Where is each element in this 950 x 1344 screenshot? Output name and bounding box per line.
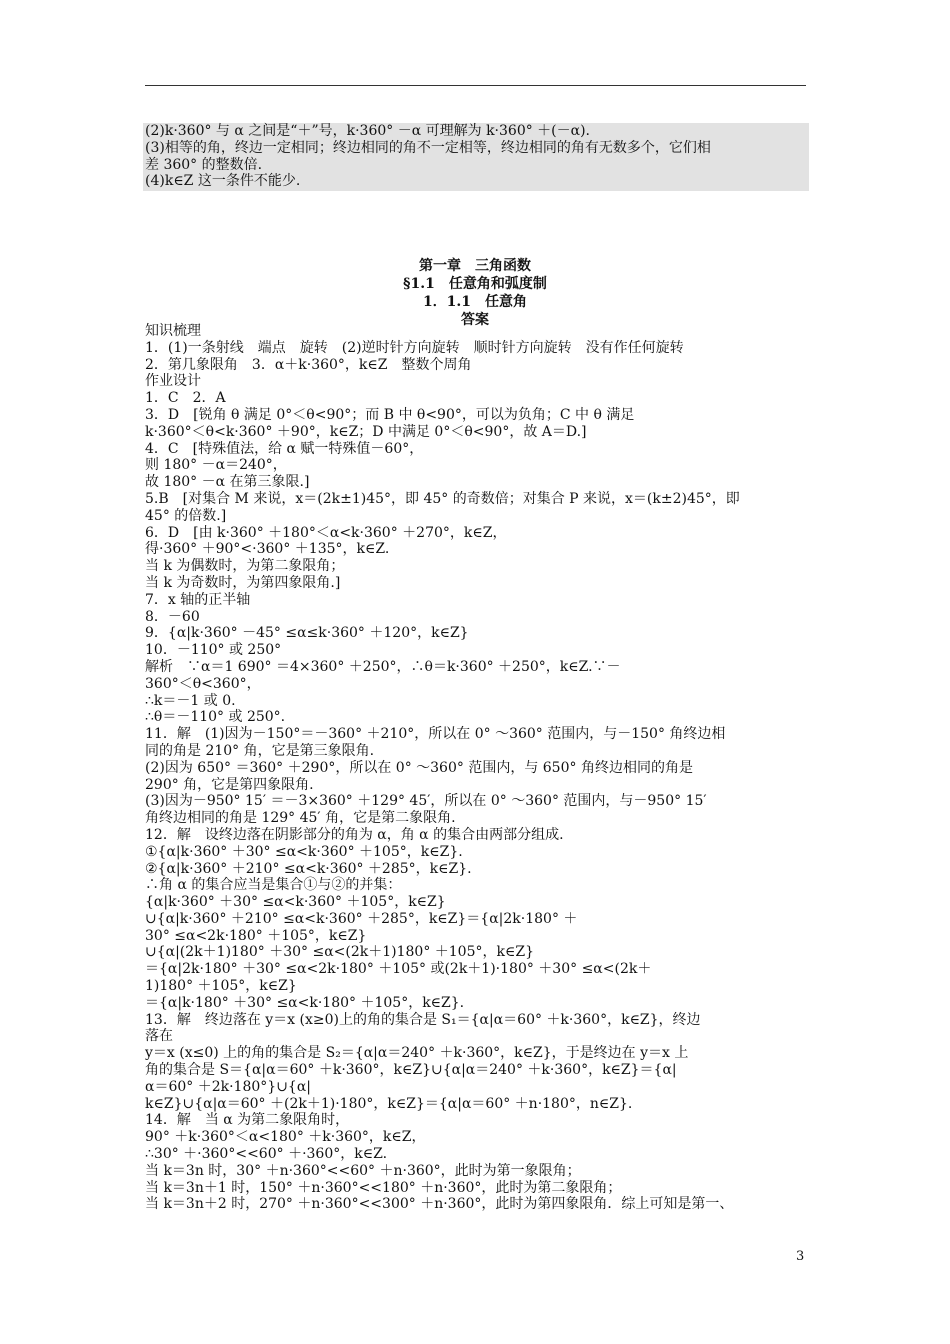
answer-line: 290° 角，它是第四象限角.: [145, 776, 314, 793]
answer-line: 10．－110° 或 250°: [145, 642, 282, 659]
answer-line: 13．解 终边落在 y＝x (x≥0)上的角的集合是 S₁＝{α|α＝60° ＋k·360°，k∈Z}，终边: [145, 1011, 701, 1028]
answer-line: α＝60° ＋2k·180°}∪{α|: [145, 1078, 311, 1095]
answer-line: 8．－60: [145, 608, 200, 625]
answer-line: 角终边相同的角是 129° 45′ 角，它是第二象限角.: [145, 810, 456, 827]
answer-line: 4．C [特殊值法，给 α 赋一特殊值－60°，: [145, 440, 424, 457]
answer-line: 5.B [对集合 M 来说，x＝(2k±1)45°，即 45° 的奇数倍；对集合 P 来说，x＝(k±2)45°，即: [145, 490, 740, 507]
answer-line: ②{α|k·360° ＋210° ≤α<k·360° ＋285°，k∈Z}.: [145, 860, 472, 877]
answer-line: 当 k＝3n＋1 时，150° ＋n·360°<<180° ＋n·360°，此时为第二象限角；: [145, 1179, 622, 1196]
answer-line: 落在: [145, 1028, 173, 1045]
answer-line: 2．第几象限角 3．α＋k·360°，k∈Z 整数个周角: [145, 356, 472, 373]
answer-line: 知识梳理: [145, 323, 201, 339]
answer-line: 故 180° －α 在第三象限.]: [145, 474, 310, 491]
answer-line: 45° 的倍数.]: [145, 507, 227, 524]
subsection-title: 1．1.1 任意角: [422, 294, 528, 310]
answer-line: 90° ＋k·360°＜α<180° ＋k·360°，k∈Z，: [145, 1129, 426, 1146]
answer-line: ＝{α|k·180° ＋30° ≤α<k·180° ＋105°，k∈Z}.: [145, 994, 465, 1011]
answer-line: 9．{α|k·360° －45° ≤α≤k·360° ＋120°，k∈Z}: [145, 625, 469, 642]
answer-line: 当 k 为偶数时，为第二象限角；: [145, 558, 345, 575]
answer-line: ∴k＝－1 或 0.: [145, 692, 236, 709]
answer-body: [145, 323, 807, 1213]
section-headings: [143, 257, 807, 329]
answer-line: 12．解 设终边落在阴影部分的角为 α，角 α 的集合由两部分组成.: [145, 826, 564, 843]
answer-line: 14．解 当 α 为第二象限角时，: [145, 1112, 350, 1129]
answer-line: 则 180° －α＝240°，: [145, 457, 287, 474]
answer-line: k·360°＜θ<k·360° ＋90°，k∈Z；D 中满足 0°＜θ<90°，故 A＝D.]: [145, 423, 587, 440]
section-title: §1.1 任意角和弧度制: [403, 276, 547, 292]
answer-line: (2)因为 650° ＝360° ＋290°，所以在 0° ～360° 范围内，与 650° 角终边相同的角是: [145, 759, 693, 776]
answer-line: 解析 ∵α＝1 690° ＝4×360° ＋250°，∴θ＝k·360° ＋250°，k∈Z.∵－: [145, 658, 621, 675]
answer-line: 360°＜θ<360°，: [145, 675, 261, 692]
answer-line: 作业设计: [145, 373, 201, 390]
answer-line: 6．D [由 k·360° ＋180°＜α<k·360° ＋270°，k∈Z，: [145, 524, 507, 541]
notes-box: [143, 123, 809, 191]
answer-line: 同的角是 210° 角，它是第三象限角.: [145, 742, 375, 759]
answer-line: 当 k＝3n＋2 时，270° ＋n·360°<<300° ＋n·360°，此时为第四象限角．综上可知是第一、: [145, 1196, 734, 1213]
answer-line: 当 k 为奇数时，为第四象限角.]: [145, 574, 341, 591]
answer-line: 当 k＝3n 时，30° ＋n·360°<<60° ＋n·360°，此时为第一象限角；: [145, 1162, 581, 1179]
note-line: 差 360° 的整数倍.: [145, 156, 263, 173]
chapter-title: 第一章 三角函数: [419, 258, 531, 274]
answer-line: ∴角 α 的集合应当是集合①与②的并集：: [145, 877, 402, 894]
answers-title: 答案: [461, 312, 489, 328]
answer-line: ∪{α|k·360° ＋210° ≤α<k·360° ＋285°，k∈Z}＝{α|2k·180° ＋: [145, 910, 578, 927]
answer-line: ∴θ＝－110° 或 250°.: [145, 709, 286, 726]
note-line: (2)k·360° 与 α 之间是“＋”号，k·360° －α 可理解为 k·360° ＋(－α).: [145, 123, 590, 139]
answer-line: 30° ≤α<2k·180° ＋105°，k∈Z}: [145, 927, 367, 944]
note-line: (3)相等的角，终边一定相同；终边相同的角不一定相等，终边相同的角有无数多个，它们相: [145, 139, 711, 156]
answer-line: ∴30° ＋·360°<<60° ＋·360°，k∈Z.: [145, 1146, 388, 1163]
answer-line: ①{α|k·360° ＋30° ≤α<k·360° ＋105°，k∈Z}.: [145, 843, 463, 860]
answer-line: ∪{α|(2k＋1)180° ＋30° ≤α<(2k＋1)180° ＋105°，k∈Z}: [145, 944, 534, 961]
page-number: 3: [796, 1249, 805, 1264]
answer-line: 7．x 轴的正半轴: [145, 591, 251, 608]
answer-line: ＝{α|2k·180° ＋30° ≤α<2k·180° ＋105° 或(2k＋1)·180° ＋30° ≤α<(2k＋: [145, 961, 652, 978]
answer-line: 得·360° ＋90°<·360° ＋135°，k∈Z.: [145, 541, 390, 558]
answer-line: k∈Z}∪{α|α＝60° ＋(2k＋1)·180°，k∈Z}＝{α|α＝60° ＋n·180°，n∈Z}.: [145, 1095, 633, 1112]
answer-line: 1．(1)一条射线 端点 旋转 (2)逆时针方向旋转 顺时针方向旋转 没有作任何旋转: [145, 339, 684, 356]
answer-line: 1)180° ＋105°，k∈Z}: [145, 978, 297, 995]
answer-line: y＝x (x≤0) 上的角的集合是 S₂＝{α|α＝240° ＋k·360°，k∈Z}，于是终边在 y＝x 上: [145, 1045, 689, 1062]
answer-line: 11．解 (1)因为－150°＝－360° ＋210°，所以在 0° ～360° 范围内，与－150° 角终边相: [145, 726, 726, 743]
answer-line: {α|k·360° ＋30° ≤α<k·360° ＋105°，k∈Z}: [145, 894, 446, 911]
answer-line: (3)因为－950° 15′ ＝－3×360° ＋129° 45′，所以在 0° ～360° 范围内，与－950° 15′: [145, 793, 707, 810]
header-rule: [145, 85, 806, 86]
answer-line: 3．D [锐角 θ 满足 0°＜θ<90°；而 B 中 θ<90°，可以为负角；C 中 θ 满足: [145, 406, 635, 423]
answer-line: 角的集合是 S＝{α|α＝60° ＋k·360°，k∈Z}∪{α|α＝240° ＋k·360°，k∈Z}＝{α|: [145, 1062, 677, 1079]
answer-line: 1．C 2．A: [145, 390, 226, 407]
note-line: (4)k∈Z 这一条件不能少.: [145, 173, 301, 190]
